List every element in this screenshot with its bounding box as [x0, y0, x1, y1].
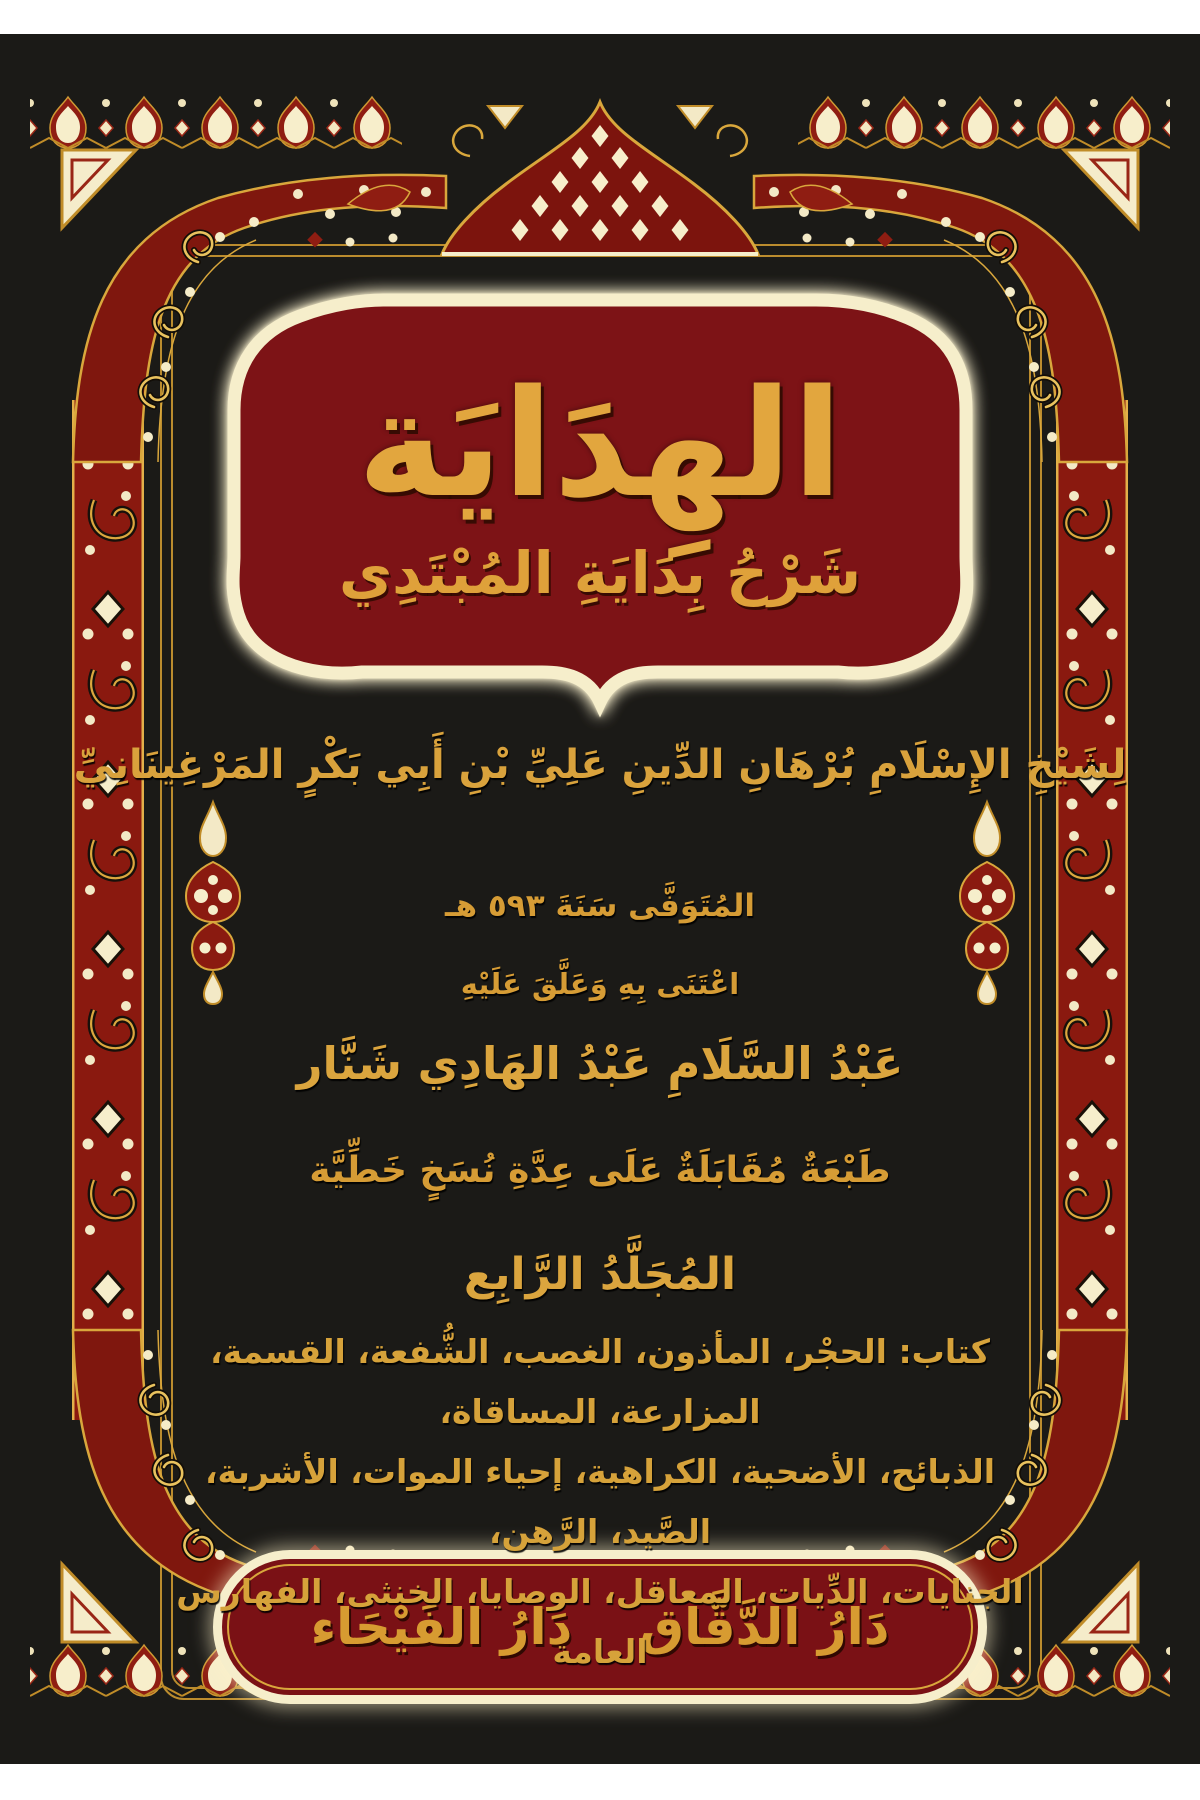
edited-by-intro-line: اعْتَنَى بِهِ وَعَلَّقَ عَلَيْهِ [460, 967, 740, 1001]
death-year-line: المُتَوَفَّى سَنَةَ ٥٩٣ هـ [445, 888, 755, 924]
editor-name: عَبْدُ السَّلَامِ عَبْدُ الهَادِي شَنَّار [296, 1037, 904, 1090]
contents-list [150, 1322, 1050, 1682]
author-line: لِشَيْخِ الإِسْلَامِ بُرْهَانِ الدِّينِ عَلِيِّ بْنِ أَبِي بَكْرٍ المَرْغِينَانِيِّ [73, 742, 1127, 788]
publisher-dar-aldaqqaq: دَارُ الدَّقَّاق [639, 1598, 890, 1656]
title-panel [210, 268, 990, 698]
edition-note: طَبْعَةٌ مُقَابَلَةٌ عَلَى عِدَّةِ نُسَخٍ خَطِّيَّة [309, 1150, 891, 1191]
publisher-dar-alfayhaa: دَارُ الفَيْحَاء [310, 1598, 573, 1656]
contents-line-3: الجنايات، الدِّيات، المعاقل، الوصايا، الخنثى، الفهارس العامة [176, 1572, 1024, 1671]
book-title: الهِدَايَة [357, 357, 843, 530]
contents-line-1: كتاب: الحجْر، المأذون، الغصب، الشُّفعة، القسمة، المزارعة، المساقاة، [210, 1332, 990, 1431]
dome-ornament [430, 96, 770, 258]
contents-line-2: الذبائح، الأضحية، الكراهية، إحياء الموات، الأشربة، الصَّيد، الرَّهن، [204, 1452, 996, 1551]
book-subtitle: شَرْحُ بِدَايَةِ المُبْتَدِي [339, 539, 861, 608]
top-white-margin [0, 0, 1200, 34]
volume-label: المُجَلَّدُ الرَّابِع [463, 1249, 737, 1300]
bottom-white-margin [0, 1764, 1200, 1800]
